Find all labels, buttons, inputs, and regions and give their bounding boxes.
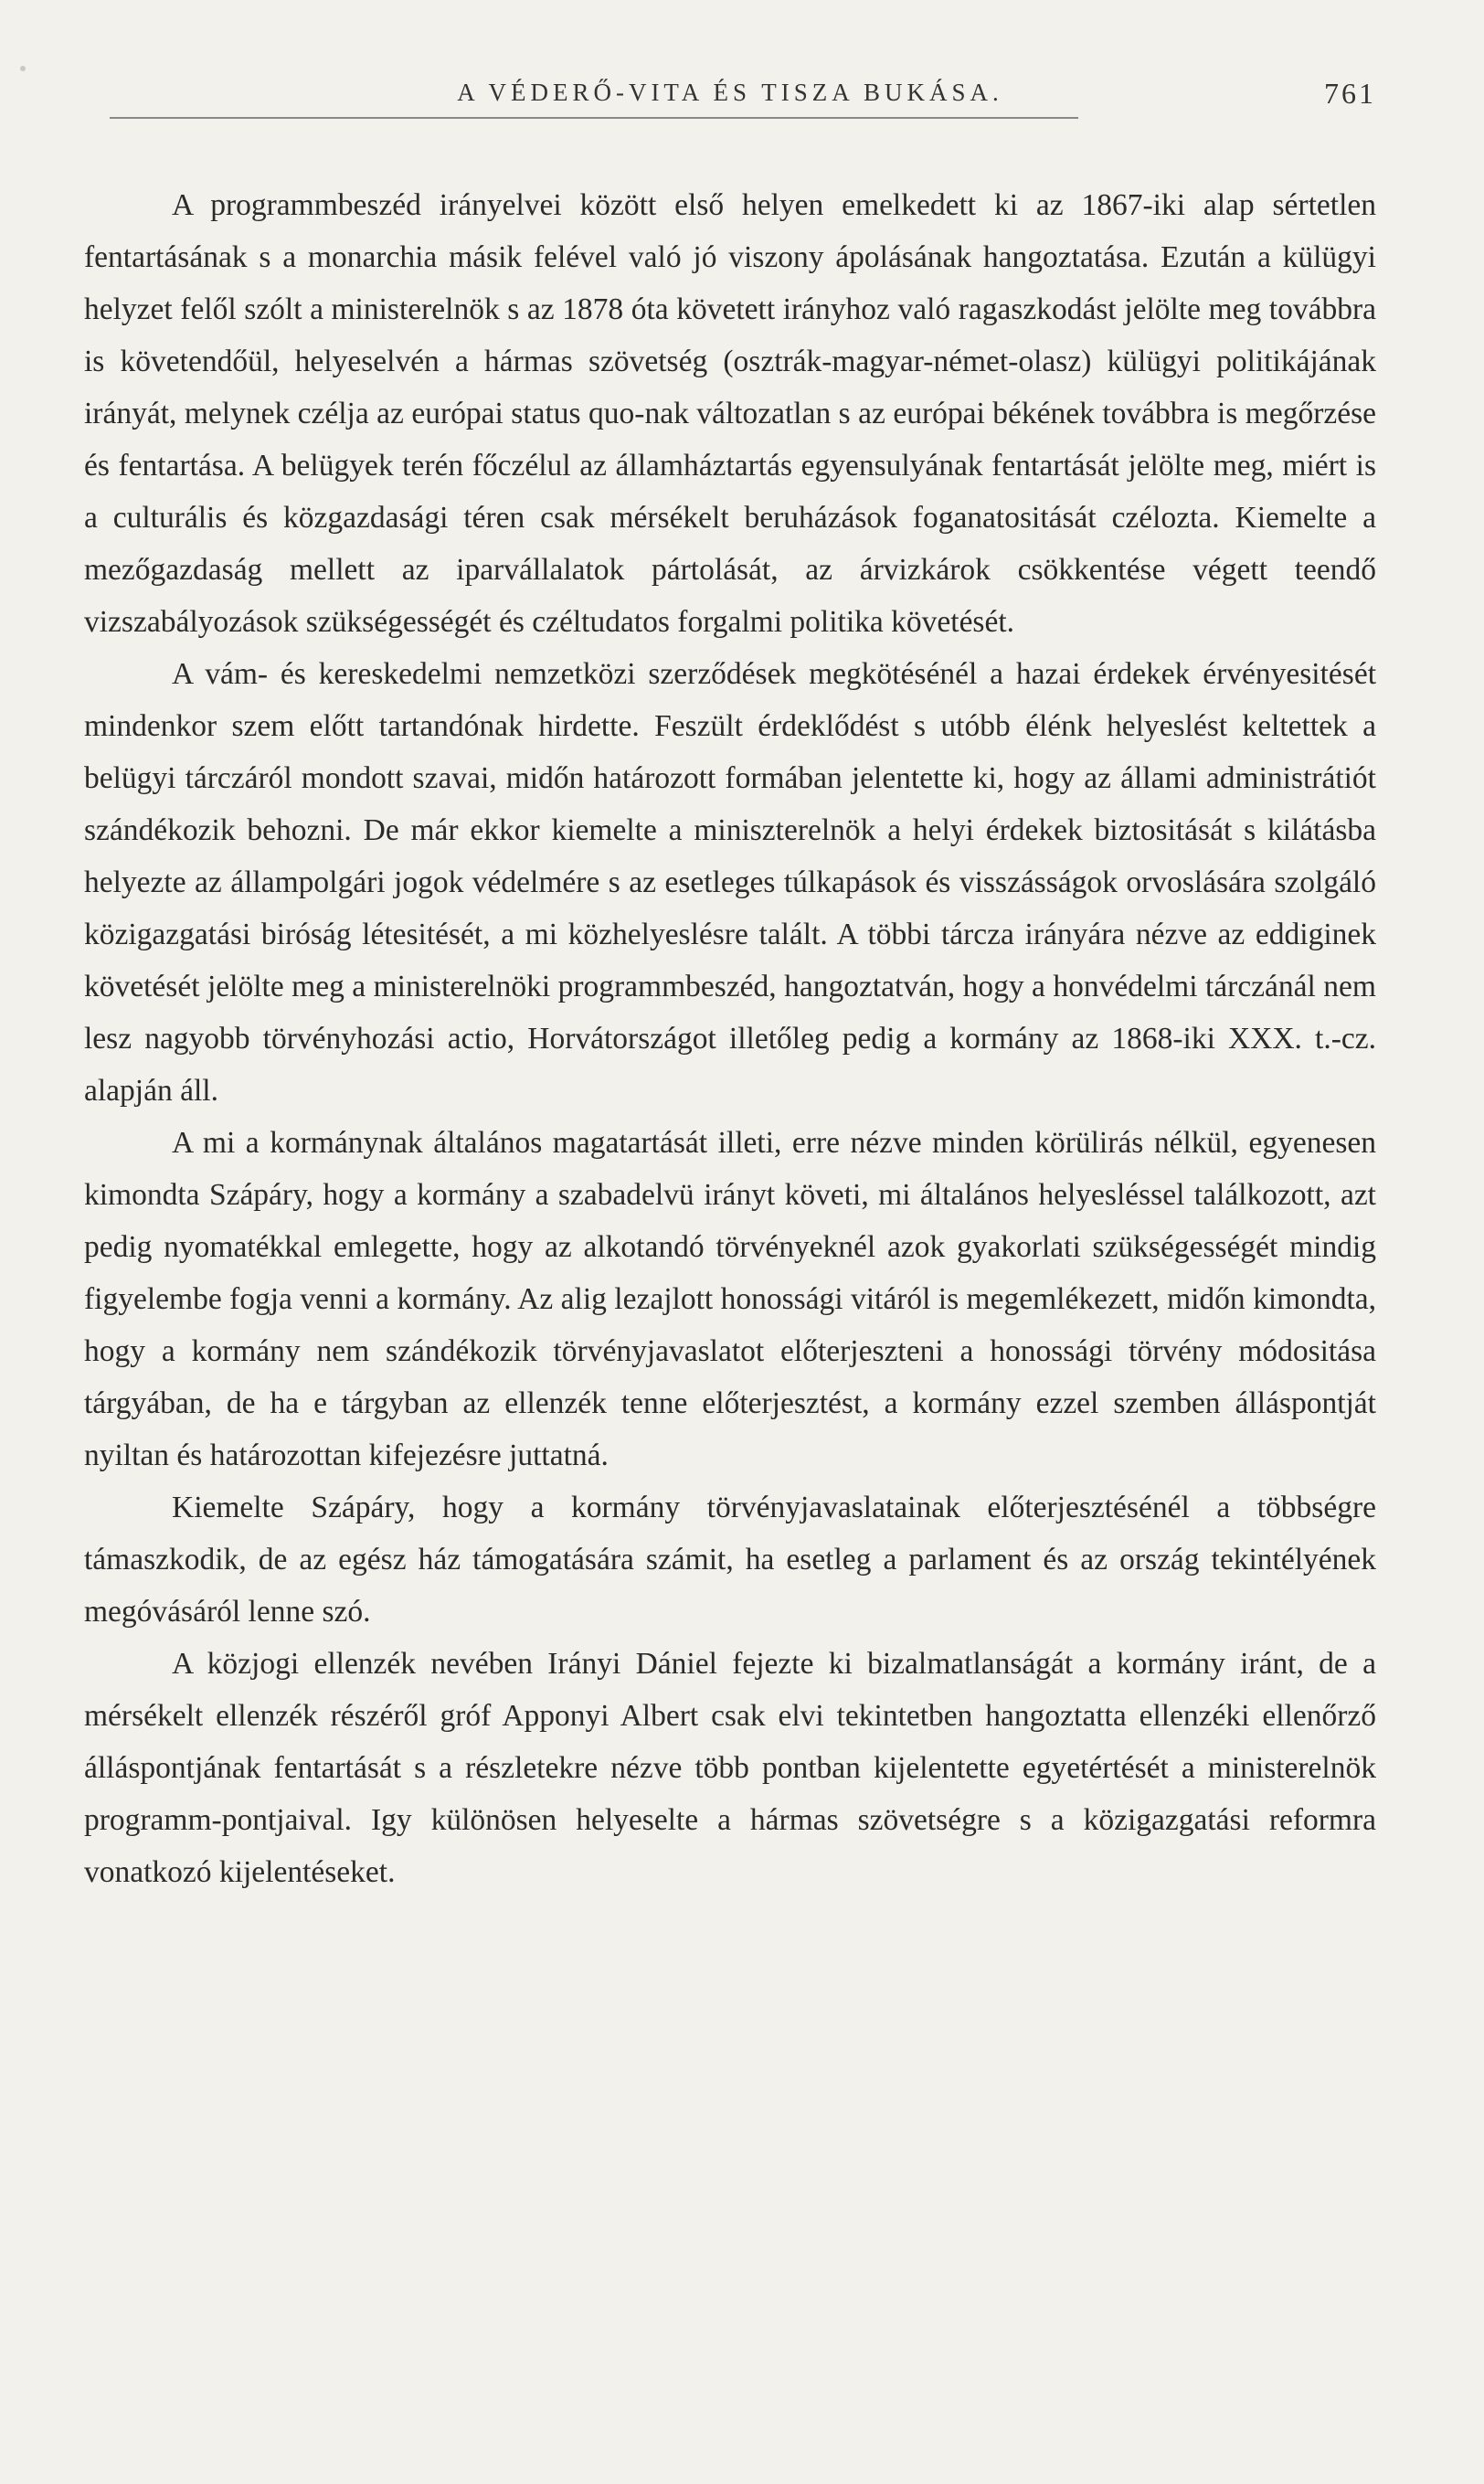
- paragraph: A mi a kormánynak általános magatartását illeti, erre nézve minden körülirás nélkül, egyenesen kimondta Szápáry, hogy a kormány a szabadelvü irányt követi, mi általános helyesléssel találkozott, azt pedig nyomatékkal emlegette, hogy az alkotandó törvényeknél azok gyakorlati szükségességét mindig figyelembe fogja venni a kormány. Az alig lezajlott honossági vitáról is megemlékezett, midőn kimondta, hogy a kormány nem szándékozik törvényjavaslatot előterjeszteni a honossági törvény módositása tárgyában, de ha e tárgyban az ellenzék tenne előterjesztést, a kormány ezzel szemben álláspontját nyiltan és határozottan kifejezésre juttatná.: [84, 1126, 1376, 1472]
- running-title: A VÉDERŐ-VITA ÉS TISZA BUKÁSA.: [457, 79, 1003, 106]
- header-rule: [110, 117, 1078, 119]
- page-number: 761: [1324, 77, 1376, 110]
- body-text: [84, 179, 1376, 1898]
- page-header: [84, 79, 1376, 115]
- paper-speck: [20, 66, 26, 71]
- paragraph: Kiemelte Szápáry, hogy a kormány törvényjavaslatainak előterjesztésénél a többségre támaszkodik, de az egész ház támogatására számit, ha esetleg a parlament és az ország tekintélyének megóvásáról lenne szó.: [84, 1491, 1376, 1629]
- paragraph: A programmbeszéd irányelvei között első helyen emelkedett ki az 1867-iki alap sértetlen fentartásának s a monarchia másik felével való jó viszony ápolásának hangoztatása. Ezután a külügyi helyzet felől szólt a ministerelnök s az 1878 óta követett irányhoz való ragaszkodást jelölte meg továbbra is követendőül, helyeselvén a hármas szövetség (osztrák-magyar-német-olasz) külügyi politikájának irányát, melynek czélja az európai status quo-nak változatlan s az európai békének továbbra is megőrzése és fentartása. A belügyek terén főczélul az államháztartás egyensulyának fentartását jelölte meg, miért is a culturális és közgazdasági téren csak mérsékelt beruházások foganatositását czélozta. Kiemelte a mezőgazdaság mellett az iparvállalatok pártolását, az árvizkárok csökkentése végett teendő vizszabályozások szükségességét és czéltudatos forgalmi politika követését.: [84, 188, 1376, 639]
- paragraph: A közjogi ellenzék nevében Irányi Dániel fejezte ki bizalmatlanságát a kormány iránt, de a mérsékelt ellenzék részéről gróf Apponyi Albert csak elvi tekintetben hangoztatta ellenzéki ellenőrző álláspontjának fentartását s a részletekre nézve több pontban kijelentette egyetértését a ministerelnök programm-pontjaival. Igy különösen helyeselte a hármas szövetségre s a közigazgatási reformra vonatkozó kijelentéseket.: [84, 1647, 1376, 1889]
- paragraph: A vám- és kereskedelmi nemzetközi szerződések megkötésénél a hazai érdekek érvényesitését mindenkor szem előtt tartandónak hirdette. Feszült érdeklődést s utóbb élénk helyeslést keltettek a belügyi tárczáról mondott szavai, midőn határozott formában jelentette ki, hogy az állami administrátiót szándékozik behozni. De már ekkor kiemelte a miniszterelnök a helyi érdekek biztositását s kilátásba helyezte az állampolgári jogok védelmére s az esetleges túlkapások és visszásságok orvoslására szolgáló közigazgatási biróság létesitését, a mi közhelyeslésre talált. A többi tárcza irányára nézve az eddiginek követését jelölte meg a ministerelnöki programmbeszéd, hangoztatván, hogy a honvédelmi tárczánál nem lesz nagyobb törvényhozási actio, Horvátországot illetőleg pedig a kormány az 1868-iki XXX. t.-cz. alapján áll.: [84, 657, 1376, 1108]
